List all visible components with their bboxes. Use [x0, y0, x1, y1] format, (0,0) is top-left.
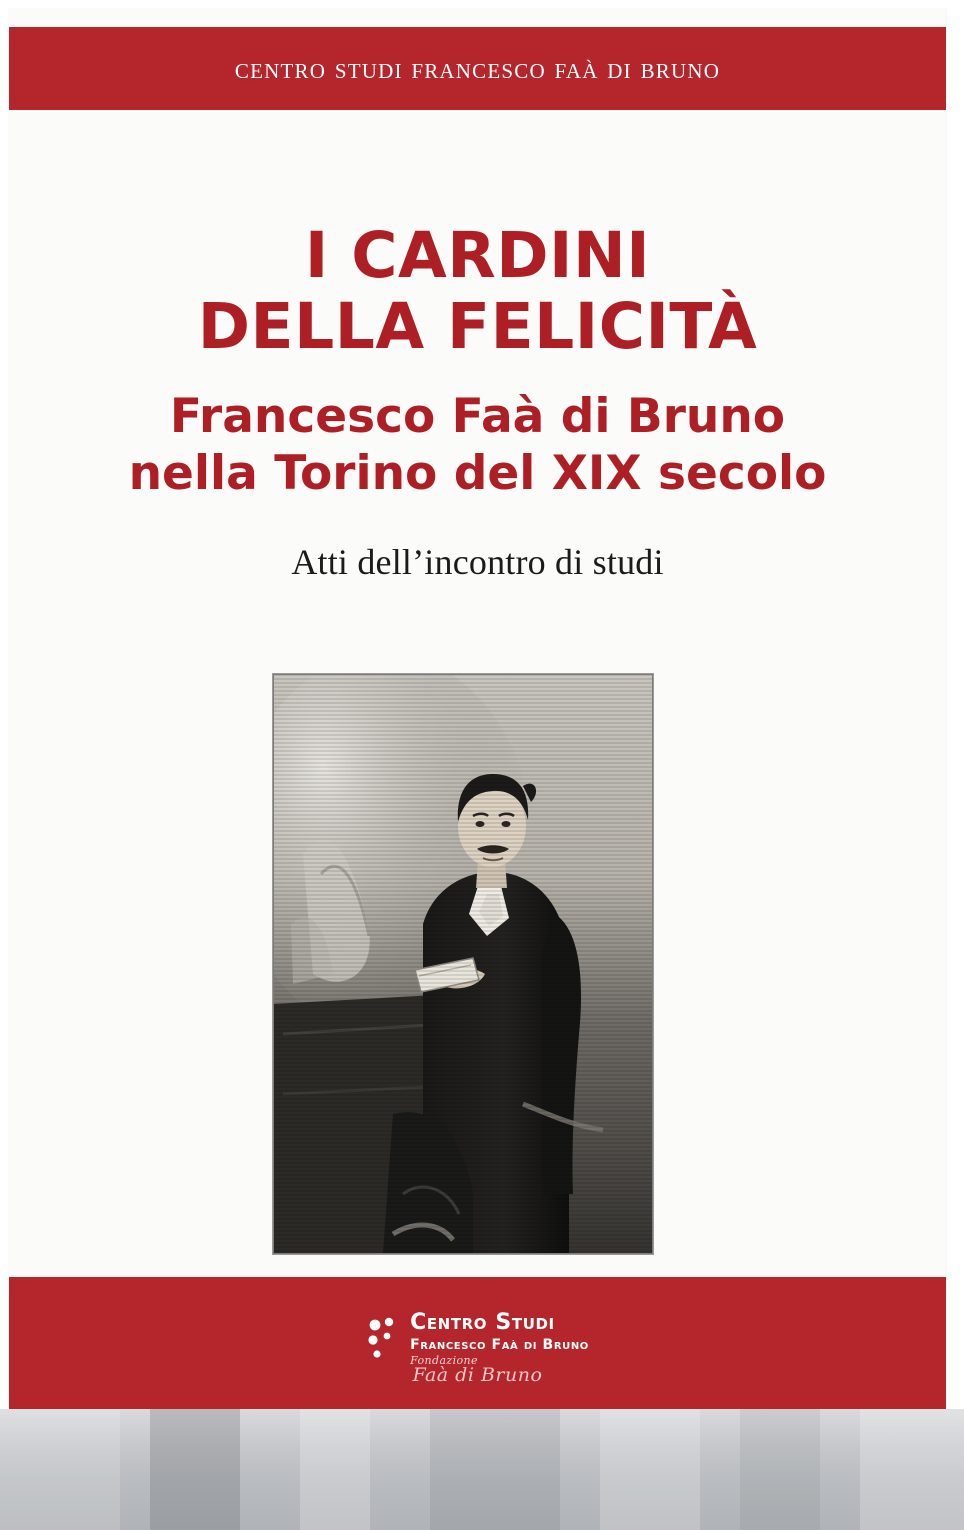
cover-body [9, 9, 946, 1409]
title-line-2: DELLA FELICITÀ [197, 289, 758, 363]
logo-line-2: Francesco Faà di Bruno [410, 1337, 589, 1353]
scan-edge-right [946, 9, 964, 1409]
publisher-name: centro studi francesco faà di bruno [234, 51, 721, 85]
scan-edge-left [0, 9, 9, 1409]
logo-text [410, 1312, 589, 1366]
scan-floor [0, 1409, 964, 1530]
subtitle-line-1: Francesco Faà di Bruno [169, 389, 786, 445]
logo-script: Fondazione [410, 1354, 478, 1367]
logo-line-1: Centro Studi [410, 1310, 555, 1335]
publisher-logo [366, 1312, 589, 1366]
publisher-band [9, 27, 946, 110]
page-subtitle [9, 388, 946, 503]
publisher-band-inner [9, 52, 946, 86]
portrait-photo [272, 673, 654, 1255]
title-line-1: I CARDINI [304, 219, 651, 292]
scan-edge-top [0, 0, 964, 9]
signature-mark: Faà di Bruno [412, 1364, 543, 1386]
page-kicker: Atti dell’incontro di studi [291, 541, 664, 582]
title-block [9, 221, 946, 583]
page-title [9, 221, 946, 362]
portrait-illustration [273, 674, 653, 1254]
footer-band [9, 1277, 946, 1409]
dots-icon [366, 1316, 400, 1362]
subtitle-line-2: nella Torino del XIX secolo [128, 446, 827, 502]
